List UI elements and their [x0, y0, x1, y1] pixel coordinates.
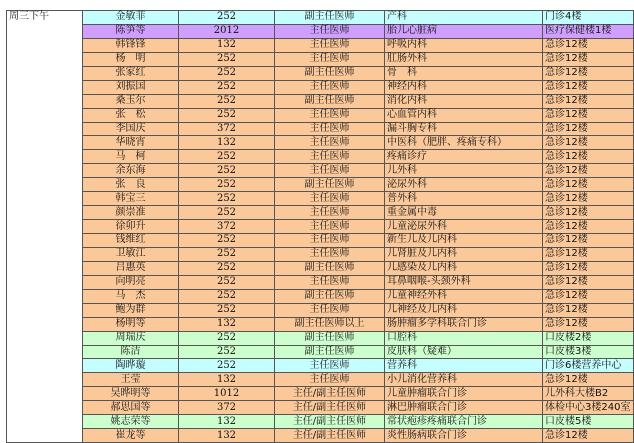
fee-code: 252 [179, 275, 275, 289]
department: 肛肠外科 [385, 52, 543, 66]
clinic-location: 急诊12楼 [543, 261, 634, 275]
table-row [7, 317, 634, 331]
clinic-location: 急诊12楼 [543, 275, 634, 289]
clinic-location: 体检中心3楼240室 [543, 401, 634, 415]
clinic-location: 急诊12楼 [543, 192, 634, 206]
clinic-location: 门诊6楼营养中心 [543, 359, 634, 373]
doctor-name: 金敏菲 [83, 11, 179, 25]
clinic-location: 急诊12楼 [543, 429, 634, 443]
department: 炎性肠病联合门诊 [385, 429, 543, 443]
clinic-location: 急诊12楼 [543, 52, 634, 66]
doctor-title: 主任医师 [275, 206, 385, 220]
doctor-name: 向明亮 [83, 275, 179, 289]
fee-code: 1012 [179, 387, 275, 401]
department: 儿神经及儿内科 [385, 303, 543, 317]
doctor-name: 陶晔璇 [83, 359, 179, 373]
doctor-title: 主任医师 [275, 136, 385, 150]
doctor-name: 陈笋等 [83, 24, 179, 38]
clinic-location: 急诊12楼 [543, 289, 634, 303]
department: 骨 科 [385, 66, 543, 80]
table-row [7, 331, 634, 345]
doctor-name: 卫敏江 [83, 247, 179, 261]
fee-code: 2012 [179, 24, 275, 38]
clinic-location: 口皮楼5楼 [543, 415, 634, 429]
fee-code: 252 [179, 303, 275, 317]
doctor-title: 主任医师 [275, 359, 385, 373]
department: 产科 [385, 11, 543, 25]
doctor-name: 刘振国 [83, 80, 179, 94]
doctor-title: 副主任医师 [275, 289, 385, 303]
table-row [7, 206, 634, 220]
table-row [7, 108, 634, 122]
clinic-location: 急诊12楼 [543, 80, 634, 94]
doctor-name: 姚志荣等 [83, 415, 179, 429]
table-row [7, 303, 634, 317]
department: 口腔科 [385, 331, 543, 345]
fee-code: 132 [179, 415, 275, 429]
doctor-name: 桑玉尔 [83, 94, 179, 108]
fee-code: 252 [179, 108, 275, 122]
doctor-name: 张 松 [83, 108, 179, 122]
clinic-location: 急诊12楼 [543, 94, 634, 108]
department: 呼吸内科 [385, 38, 543, 52]
doctor-name: 颜崇准 [83, 206, 179, 220]
department: 泌尿外科 [385, 178, 543, 192]
fee-code: 132 [179, 429, 275, 443]
doctor-name: 张 良 [83, 178, 179, 192]
doctor-name: 吕惠英 [83, 261, 179, 275]
fee-code: 252 [179, 192, 275, 206]
doctor-title: 副主任医师 [275, 178, 385, 192]
doctor-name: 郝思国等 [83, 401, 179, 415]
table-row [7, 80, 634, 94]
department: 皮肤科（疑难） [385, 345, 543, 359]
fee-code: 252 [179, 206, 275, 220]
doctor-title: 主任医师 [275, 38, 385, 52]
table-row [7, 359, 634, 373]
clinic-location: 急诊12楼 [543, 206, 634, 220]
doctor-title: 主任/副主任医师 [275, 429, 385, 443]
doctor-title: 副主任医师以上 [275, 317, 385, 331]
department: 消化内科 [385, 94, 543, 108]
fee-code: 372 [179, 220, 275, 234]
doctor-title: 主任医师 [275, 80, 385, 94]
doctor-name: 周瑞庆 [83, 331, 179, 345]
doctor-name: 余东海 [83, 164, 179, 178]
fee-code: 252 [179, 164, 275, 178]
department: 淋巴肿瘤联合门诊 [385, 401, 543, 415]
table-row [7, 261, 634, 275]
doctor-title: 主任医师 [275, 220, 385, 234]
doctor-name: 鲍为群 [83, 303, 179, 317]
fee-code: 252 [179, 289, 275, 303]
department: 儿感染及儿内科 [385, 261, 543, 275]
fee-code: 252 [179, 178, 275, 192]
clinic-location: 急诊12楼 [543, 136, 634, 150]
doctor-name: 吴晔明等 [83, 387, 179, 401]
doctor-name: 韩宝三 [83, 192, 179, 206]
doctor-title: 主任医师 [275, 275, 385, 289]
clinic-location: 急诊12楼 [543, 150, 634, 164]
fee-code: 252 [179, 261, 275, 275]
doctor-title: 副主任医师 [275, 331, 385, 345]
table-row [7, 150, 634, 164]
table-row [7, 373, 634, 387]
day-label: 周三下午 [7, 11, 83, 443]
clinic-location: 口皮楼2楼 [543, 331, 634, 345]
doctor-title: 主任医师 [275, 24, 385, 38]
doctor-title: 主任医师 [275, 234, 385, 248]
fee-code: 252 [179, 359, 275, 373]
doctor-name: 钱维红 [83, 234, 179, 248]
schedule-table [6, 10, 634, 443]
fee-code: 252 [179, 150, 275, 164]
table-row [7, 415, 634, 429]
table-row [7, 345, 634, 359]
doctor-title: 副主任医师 [275, 94, 385, 108]
department: 儿童泌尿外科 [385, 220, 543, 234]
department: 儿童肿瘤联合门诊 [385, 387, 543, 401]
doctor-title: 副主任医师 [275, 66, 385, 80]
fee-code: 252 [179, 345, 275, 359]
table-row [7, 136, 634, 150]
department: 耳鼻咽喉-头颈外科 [385, 275, 543, 289]
doctor-name: 杨 明 [83, 52, 179, 66]
fee-code: 132 [179, 373, 275, 387]
table-row [7, 289, 634, 303]
doctor-name: 李国庆 [83, 122, 179, 136]
doctor-title: 主任医师 [275, 247, 385, 261]
doctor-name: 崔龙等 [83, 429, 179, 443]
clinic-location: 急诊12楼 [543, 373, 634, 387]
doctor-name: 王莹 [83, 373, 179, 387]
doctor-title: 主任/副主任医师 [275, 415, 385, 429]
department: 营养科 [385, 359, 543, 373]
fee-code: 372 [179, 401, 275, 415]
table-row [7, 38, 634, 52]
table-row [7, 94, 634, 108]
table-row [7, 11, 634, 25]
clinic-location: 急诊12楼 [543, 122, 634, 136]
department: 儿童神经外科 [385, 289, 543, 303]
clinic-location: 急诊12楼 [543, 220, 634, 234]
fee-code: 252 [179, 94, 275, 108]
doctor-name: 杨明等 [83, 317, 179, 331]
doctor-name: 华晓宵 [83, 136, 179, 150]
fee-code: 132 [179, 317, 275, 331]
doctor-title: 主任医师 [275, 192, 385, 206]
doctor-name: 马 杰 [83, 289, 179, 303]
table-row [7, 401, 634, 415]
table-row [7, 164, 634, 178]
doctor-title: 副主任医师 [275, 261, 385, 275]
doctor-title: 主任医师 [275, 164, 385, 178]
clinic-location: 口皮楼3楼 [543, 345, 634, 359]
department: 中医科（肥胖、疼痛专科） [385, 136, 543, 150]
table-row [7, 66, 634, 80]
department: 儿外科 [385, 164, 543, 178]
clinic-location: 急诊12楼 [543, 66, 634, 80]
doctor-name: 徐卯升 [83, 220, 179, 234]
department: 儿肾脏及儿内科 [385, 247, 543, 261]
fee-code: 252 [179, 331, 275, 345]
fee-code: 252 [179, 234, 275, 248]
table-row [7, 275, 634, 289]
doctor-title: 主任医师 [275, 52, 385, 66]
doctor-title: 主任/副主任医师 [275, 387, 385, 401]
department: 新生儿及儿内科 [385, 234, 543, 248]
doctor-name: 张家红 [83, 66, 179, 80]
table-row [7, 24, 634, 38]
fee-code: 252 [179, 66, 275, 80]
department: 重金属中毒 [385, 206, 543, 220]
doctor-title: 副主任医师 [275, 345, 385, 359]
department: 肠肿瘤多学科联合门诊 [385, 317, 543, 331]
clinic-location: 儿外科大楼B2 [543, 387, 634, 401]
fee-code: 252 [179, 80, 275, 94]
clinic-location: 急诊12楼 [543, 234, 634, 248]
department: 胎儿心脏病 [385, 24, 543, 38]
doctor-title: 主任医师 [275, 108, 385, 122]
clinic-location: 急诊12楼 [543, 164, 634, 178]
doctor-name: 韩锋锋 [83, 38, 179, 52]
fee-code: 252 [179, 52, 275, 66]
fee-code: 252 [179, 11, 275, 25]
doctor-title: 主任医师 [275, 373, 385, 387]
fee-code: 132 [179, 136, 275, 150]
department: 常状疱疹疼痛联合门诊 [385, 415, 543, 429]
doctor-title: 主任/副主任医师 [275, 401, 385, 415]
clinic-location: 急诊12楼 [543, 317, 634, 331]
doctor-name: 马 柯 [83, 150, 179, 164]
table-row [7, 122, 634, 136]
table-row [7, 192, 634, 206]
clinic-location: 急诊12楼 [543, 178, 634, 192]
table-row [7, 52, 634, 66]
table-row [7, 178, 634, 192]
table-row [7, 429, 634, 443]
clinic-location: 门诊4楼 [543, 11, 634, 25]
table-row [7, 220, 634, 234]
clinic-location: 急诊12楼 [543, 108, 634, 122]
doctor-name: 陈洁 [83, 345, 179, 359]
clinic-location: 急诊12楼 [543, 38, 634, 52]
doctor-title: 主任医师 [275, 122, 385, 136]
department: 疼痛诊疗 [385, 150, 543, 164]
department: 小儿消化营养科 [385, 373, 543, 387]
fee-code: 372 [179, 122, 275, 136]
doctor-title: 副主任医师 [275, 11, 385, 25]
clinic-location: 急诊12楼 [543, 303, 634, 317]
fee-code: 252 [179, 247, 275, 261]
table-row [7, 234, 634, 248]
department: 心血管内科 [385, 108, 543, 122]
table-row [7, 247, 634, 261]
schedule-body [7, 11, 634, 443]
fee-code: 132 [179, 38, 275, 52]
department: 普外科 [385, 192, 543, 206]
table-row [7, 387, 634, 401]
clinic-location: 急诊12楼 [543, 247, 634, 261]
doctor-title: 主任医师 [275, 150, 385, 164]
clinic-location: 医疗保健楼1楼 [543, 24, 634, 38]
department: 漏斗胸专科 [385, 122, 543, 136]
doctor-title: 主任医师 [275, 303, 385, 317]
department: 神经内科 [385, 80, 543, 94]
